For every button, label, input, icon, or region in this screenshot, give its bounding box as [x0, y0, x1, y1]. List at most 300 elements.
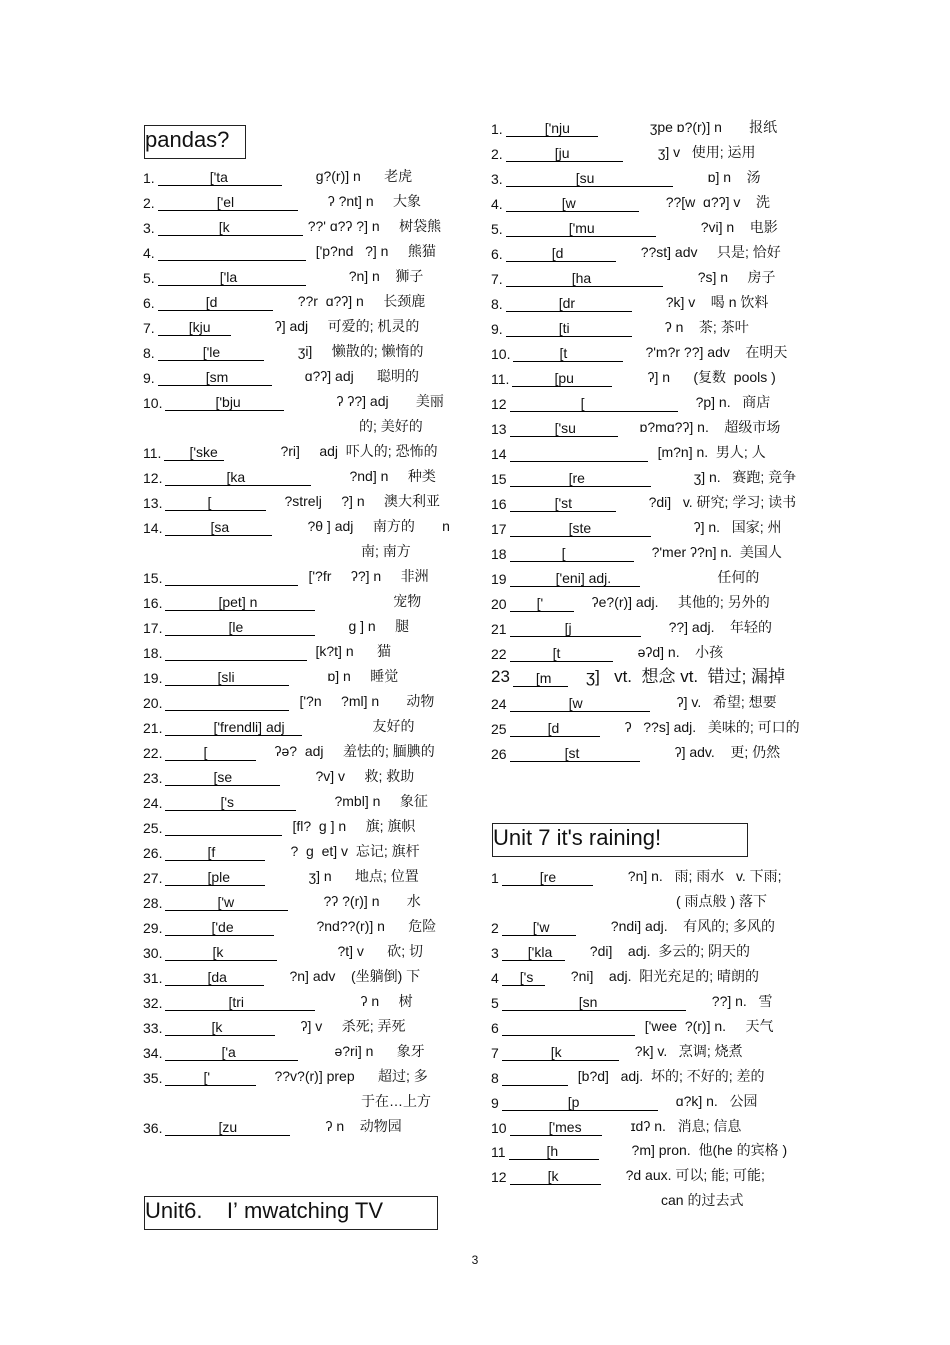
- phonetic-and-definition: ??' ɑ?ʔ ?] n 树袋熊: [307, 218, 442, 234]
- phonetic-and-definition: ?k] v. 烹调; 烧煮: [634, 1043, 743, 1059]
- item-number: 12: [491, 1169, 507, 1185]
- left-vocab-row: [143, 466, 436, 486]
- phonetic-and-definition: ɪdʔ n. 消息; 信息: [630, 1118, 742, 1134]
- section-title-unit6: Unit6. I’ mwatching TV: [144, 1196, 438, 1230]
- left-vocab-row: [143, 941, 423, 961]
- right-vocab-row: [491, 667, 785, 687]
- answer-blank[interactable]: [sn: [502, 994, 686, 1011]
- phonetic-and-definition: ʔ] v. 希望; 想要: [676, 694, 777, 710]
- unit7-vocab-row: [491, 916, 775, 936]
- item-number: 27.: [143, 870, 163, 886]
- answer-blank[interactable]: [j: [510, 620, 641, 637]
- answer-blank[interactable]: [w: [510, 695, 650, 712]
- answer-blank[interactable]: [ka: [165, 469, 311, 486]
- phonetic-and-definition: ʔ] adv. 更; 仍然: [674, 744, 781, 760]
- item-number: 4.: [143, 245, 155, 261]
- phonetic-and-definition: ?s] n 房子: [697, 269, 776, 285]
- answer-blank[interactable]: ['nju: [506, 120, 598, 137]
- right-vocab-row: [491, 592, 770, 612]
- answer-blank[interactable]: [': [510, 595, 574, 612]
- answer-blank[interactable]: [m: [513, 670, 568, 687]
- answer-blank[interactable]: [re: [502, 869, 593, 886]
- item-number: 18: [491, 546, 507, 562]
- answer-blank[interactable]: ['de: [165, 919, 274, 936]
- left-vocab-row: [143, 966, 420, 986]
- left-vocab-row: [143, 1066, 428, 1086]
- item-number: 18.: [143, 645, 163, 661]
- answer-blank[interactable]: [h: [509, 1143, 599, 1160]
- phonetic-and-definition: ʒ] vt. 想念 vt. 错过; 漏掉: [585, 667, 786, 686]
- item-number: 16.: [143, 595, 163, 611]
- phonetic-and-definition: ?n] adv (坐躺倒) 下: [289, 968, 421, 984]
- phonetic-and-definition: ʔ n 树: [360, 993, 413, 1009]
- phonetic-and-definition: ɒ] n 睡觉: [327, 668, 399, 684]
- item-number: 10.: [143, 395, 163, 411]
- left-vocab-row: [143, 366, 419, 386]
- left-vocab-row: [143, 591, 421, 611]
- answer-blank[interactable]: [pet] n: [165, 594, 315, 611]
- answer-blank[interactable]: [ju: [506, 145, 623, 162]
- right-vocab-row: [491, 492, 796, 512]
- item-number: 2: [491, 920, 499, 936]
- right-vocab-row: [491, 342, 787, 362]
- item-number: 24: [491, 696, 507, 712]
- section-title-unit7: Unit 7 it's raining!: [492, 823, 748, 857]
- left-vocab-row: [143, 841, 420, 861]
- answer-blank[interactable]: [sa: [165, 519, 272, 536]
- item-number: 6: [491, 1020, 499, 1036]
- answer-blank[interactable]: [ti: [506, 320, 632, 337]
- definition-continuation: 于在…上方: [361, 1093, 431, 1109]
- answer-blank[interactable]: ['st: [510, 495, 616, 512]
- item-number: 1.: [491, 121, 503, 137]
- unit7-vocab-row: [491, 991, 773, 1011]
- phonetic-and-definition: ʔ ʔ?] adj 美丽: [336, 393, 444, 409]
- answer-blank[interactable]: [p: [502, 1094, 658, 1111]
- phonetic-and-definition: ['?n ?ml] n 动物: [299, 693, 435, 709]
- answer-blank[interactable]: [zu: [165, 1119, 290, 1136]
- answer-blank[interactable]: [tri: [165, 994, 315, 1011]
- item-number: 12.: [143, 470, 163, 486]
- item-number: 21.: [143, 720, 163, 736]
- phonetic-and-definition: ?strelj ?] n 澳大利亚: [284, 493, 441, 509]
- item-number: 9.: [491, 321, 503, 337]
- right-vocab-row: [491, 392, 770, 412]
- item-number: 9: [491, 1095, 499, 1111]
- answer-blank[interactable]: [d: [506, 245, 616, 262]
- answer-blank[interactable]: [f: [165, 844, 265, 861]
- unit7-vocab-row: [491, 891, 767, 911]
- right-vocab-row: [491, 142, 756, 162]
- answer-blank[interactable]: ['su: [510, 420, 618, 437]
- left-vocab-row: [143, 1091, 431, 1111]
- phonetic-and-definition: ?n] n 狮子: [348, 268, 424, 284]
- answer-blank[interactable]: [': [165, 1069, 256, 1086]
- item-number: 20: [491, 596, 507, 612]
- phonetic-and-definition: ['p?nd ?] n 熊猫: [315, 243, 436, 259]
- left-vocab-row: [143, 1016, 405, 1036]
- phonetic-and-definition: ?p] n. 商店: [695, 394, 771, 410]
- right-vocab-row: [491, 267, 776, 287]
- answer-blank[interactable]: ['s: [502, 969, 545, 986]
- answer-blank[interactable]: ['w: [502, 919, 576, 936]
- right-vocab-row: [491, 192, 770, 212]
- answer-blank[interactable]: [sli: [165, 669, 289, 686]
- unit7-vocab-row: [491, 1091, 758, 1111]
- answer-blank[interactable]: [165, 694, 289, 711]
- item-number: 7.: [143, 320, 155, 336]
- phonetic-and-definition: [b?d] adj. 坏的; 不好的; 差的: [577, 1068, 765, 1084]
- right-vocab-row: [491, 117, 777, 137]
- right-vocab-row: [491, 467, 796, 487]
- phonetic-and-definition: ['wee ?(r)] n. 天气: [644, 1018, 774, 1034]
- phonetic-and-definition: ??] adj. 年轻的: [668, 619, 773, 635]
- item-number: 26: [491, 746, 507, 762]
- phonetic-and-definition: ??r ɑ?ʔ] n 长颈鹿: [297, 293, 426, 309]
- item-number: 23.: [143, 770, 163, 786]
- phonetic-and-definition: ?m] pron. 他(he 的宾格 ): [631, 1142, 788, 1158]
- answer-blank[interactable]: [165, 819, 282, 836]
- answer-blank[interactable]: ['eni] adj.: [510, 570, 640, 587]
- phonetic-and-definition: ?'m?r ??] adv 在明天: [645, 344, 788, 360]
- phonetic-and-definition: ??[w ɑ?ʔ] v 洗: [665, 194, 770, 210]
- answer-blank[interactable]: [d: [158, 294, 273, 311]
- answer-blank[interactable]: ['s: [165, 794, 296, 811]
- answer-blank[interactable]: [se: [165, 769, 280, 786]
- answer-blank[interactable]: ['kla: [502, 944, 565, 961]
- item-number: 22.: [143, 745, 163, 761]
- left-vocab-row: [143, 916, 436, 936]
- left-vocab-row: [143, 666, 398, 686]
- unit7-vocab-row: [491, 1066, 765, 1086]
- phonetic-and-definition: ??] n. 雪: [711, 993, 773, 1009]
- item-number: 31.: [143, 970, 163, 986]
- item-number: 29.: [143, 920, 163, 936]
- item-number: 14.: [143, 520, 163, 536]
- answer-blank[interactable]: [d: [510, 720, 600, 737]
- unit7-vocab-row: [491, 866, 782, 886]
- phonetic-and-definition: ?t] v 砍; 切: [337, 943, 424, 959]
- item-number: 2.: [491, 146, 503, 162]
- answer-blank[interactable]: [t: [513, 345, 623, 362]
- answer-blank[interactable]: [165, 644, 307, 661]
- left-vocab-row: [143, 241, 436, 261]
- right-vocab-row: [491, 217, 778, 237]
- answer-blank[interactable]: [158, 244, 306, 261]
- item-number: 9.: [143, 370, 155, 386]
- item-number: 7: [491, 1045, 499, 1061]
- right-vocab-row: [491, 717, 800, 737]
- left-vocab-row: [143, 766, 414, 786]
- answer-blank[interactable]: [le: [165, 619, 315, 636]
- answer-blank[interactable]: [pu: [512, 370, 612, 387]
- answer-blank[interactable]: [510, 445, 648, 462]
- item-number: 1: [491, 870, 499, 886]
- left-vocab-row: [143, 191, 421, 211]
- phonetic-and-definition: ?ʔ ?(r)] n 水: [323, 893, 421, 909]
- left-vocab-row: [143, 341, 424, 361]
- item-number: 26.: [143, 845, 163, 861]
- item-number: 20.: [143, 695, 163, 711]
- answer-blank[interactable]: [da: [165, 969, 264, 986]
- phonetic-and-definition: ə?ri] n 象牙: [334, 1043, 425, 1059]
- left-vocab-row: [143, 816, 415, 836]
- left-vocab-row: [143, 416, 423, 436]
- right-vocab-row: [491, 417, 780, 437]
- unit7-vocab-row: [491, 1041, 743, 1061]
- phonetic-and-definition: ɑ?ʔ] adj 聪明的: [304, 368, 420, 384]
- right-vocab-row: [491, 542, 782, 562]
- answer-blank[interactable]: [k: [502, 1044, 619, 1061]
- answer-blank[interactable]: [kju: [158, 319, 231, 336]
- definition-continuation: ( 雨点般 ) 落下: [676, 893, 767, 909]
- phonetic-and-definition: ɒ?mɑ?ʔ] n. 超级市场: [639, 419, 781, 435]
- unit7-vocab-row: [491, 1140, 787, 1160]
- phonetic-and-definition: ?v] v 救; 救助: [315, 768, 415, 784]
- phonetic-and-definition: [fl? ɡ ] n 旗; 旗帜: [292, 818, 416, 834]
- phonetic-and-definition: ?θ ] adj 南方的 n: [307, 518, 450, 534]
- right-vocab-row: [491, 292, 768, 312]
- left-vocab-row: [143, 491, 440, 511]
- phonetic-and-definition: ?d aux. 可以; 能; 可能;: [625, 1167, 765, 1183]
- item-number: 24.: [143, 795, 163, 811]
- right-vocab-row: [491, 442, 766, 462]
- right-vocab-row: [491, 742, 780, 762]
- phonetic-and-definition: ?di] v. 研究; 学习; 读书: [648, 494, 797, 510]
- right-vocab-row: [491, 692, 777, 712]
- phonetic-and-definition: ʒ] n. 赛跑; 竞争: [693, 469, 797, 485]
- answer-blank[interactable]: ['ta: [158, 169, 282, 186]
- right-vocab-row: [491, 617, 772, 637]
- phonetic-and-definition: 友好的: [302, 718, 415, 734]
- unit7-vocab-row: [491, 941, 750, 961]
- phonetic-and-definition: ʔ] n (复数 pools ): [647, 369, 776, 385]
- item-number: 6.: [143, 295, 155, 311]
- left-vocab-row: [143, 616, 409, 636]
- answer-blank[interactable]: [k: [165, 1019, 275, 1036]
- phonetic-and-definition: ʔ n 茶; 茶叶: [664, 319, 749, 335]
- phonetic-and-definition: ɡ?(r)] n 老虎: [315, 168, 413, 184]
- left-vocab-row: [143, 991, 413, 1011]
- item-number: 11.: [143, 445, 162, 461]
- phonetic-and-definition: ?di] adj. 多云的; 阴天的: [589, 943, 751, 959]
- item-number: 6.: [491, 246, 503, 262]
- answer-blank[interactable]: [: [510, 545, 634, 562]
- unit7-vocab-row: [491, 1190, 743, 1210]
- item-number: 14: [491, 446, 507, 462]
- phonetic-and-definition: ?n] n. 雨; 雨水 v. 下雨;: [627, 868, 782, 884]
- left-vocab-row: [143, 866, 419, 886]
- item-number: 13: [491, 421, 507, 437]
- phonetic-and-definition: ʔə? adj 羞怯的; 腼腆的: [274, 743, 435, 759]
- answer-blank[interactable]: [w: [506, 195, 639, 212]
- phonetic-and-definition: ʔ] v 杀死; 弄死: [300, 1018, 406, 1034]
- item-number: 19: [491, 571, 507, 587]
- answer-blank[interactable]: [re: [510, 470, 651, 487]
- phonetic-and-definition: ʔ ??s] adj. 美味的; 可口的: [624, 719, 800, 735]
- item-number: 23: [491, 667, 510, 686]
- item-number: 17: [491, 521, 507, 537]
- phonetic-and-definition: ɡ ] n 腿: [348, 618, 410, 634]
- item-number: 8: [491, 1070, 499, 1086]
- left-vocab-row: [143, 541, 411, 561]
- phonetic-and-definition: ʒi] 懒散的; 懒惰的: [297, 343, 424, 359]
- item-number: 19.: [143, 670, 163, 686]
- right-vocab-row: [491, 242, 781, 262]
- answer-blank[interactable]: [su: [506, 170, 673, 187]
- item-number: 12: [491, 396, 507, 412]
- answer-blank[interactable]: ['la: [158, 269, 306, 286]
- item-number: 22: [491, 646, 507, 662]
- phonetic-and-definition: ʔ] n. 国家; 州: [693, 519, 782, 535]
- phonetic-and-definition: ɒ] n 汤: [707, 169, 761, 185]
- phonetic-and-definition: ʒ] n 地点; 位置: [308, 868, 419, 884]
- item-number: 32.: [143, 995, 163, 1011]
- item-number: 21: [491, 621, 507, 637]
- item-number: 15: [491, 471, 507, 487]
- phonetic-and-definition: ?mbl] n 象征: [334, 793, 428, 809]
- phonetic-and-definition: 宠物: [315, 593, 422, 609]
- answer-blank[interactable]: [: [165, 494, 266, 511]
- left-vocab-row: [143, 316, 419, 336]
- left-vocab-row: [143, 741, 435, 761]
- page-number: 3: [471, 1253, 479, 1267]
- answer-blank[interactable]: [sm: [158, 369, 272, 386]
- item-number: 35.: [143, 1070, 163, 1086]
- phonetic-and-definition: ʒpe ɒ?(r)] n 报纸: [649, 119, 778, 135]
- left-vocab-row: [143, 566, 429, 586]
- left-vocab-row: [143, 1041, 425, 1061]
- phonetic-and-definition: ?vi] n 电影: [700, 219, 778, 235]
- answer-blank[interactable]: [: [165, 744, 256, 761]
- phonetic-and-definition: ?'mer ʔ?n] n. 美国人: [651, 544, 782, 560]
- item-number: 34.: [143, 1045, 163, 1061]
- phonetic-and-definition: 任何的: [639, 569, 760, 585]
- item-number: 7.: [491, 271, 503, 287]
- answer-blank[interactable]: [dr: [506, 295, 632, 312]
- item-number: 15.: [143, 570, 163, 586]
- item-number: 11: [491, 1144, 506, 1160]
- section-title-pandas: pandas?: [144, 125, 246, 159]
- right-vocab-row: [491, 567, 759, 587]
- phonetic-and-definition: ?ndi] adj. 有风的; 多风的: [610, 918, 775, 934]
- answer-blank[interactable]: [ste: [510, 520, 651, 537]
- right-vocab-row: [491, 367, 776, 387]
- answer-blank[interactable]: [t: [510, 645, 613, 662]
- item-number: 33.: [143, 1020, 163, 1036]
- left-vocab-row: [143, 291, 425, 311]
- phonetic-and-definition: ʔ] adj 可爱的; 机灵的: [274, 318, 420, 334]
- phonetic-and-definition: ɑ?k] n. 公园: [675, 1093, 758, 1109]
- phonetic-and-definition: ʔe?(r)] adj. 其他的; 另外的: [591, 594, 770, 610]
- answer-blank[interactable]: [k: [510, 1168, 601, 1185]
- left-vocab-row: [143, 441, 438, 461]
- phonetic-and-definition: ?k] v 喝 n 饮料: [665, 294, 769, 310]
- phonetic-and-definition: [k?t] n 猫: [315, 643, 391, 659]
- item-number: 17.: [143, 620, 163, 636]
- item-number: 1.: [143, 170, 155, 186]
- item-number: 10.: [491, 346, 511, 362]
- answer-blank[interactable]: [k: [165, 944, 277, 961]
- item-number: 30.: [143, 945, 163, 961]
- phonetic-and-definition: ??st] adv 只是; 恰好: [640, 244, 781, 260]
- phonetic-and-definition: ʔ n 动物园: [325, 1118, 402, 1134]
- unit7-vocab-row: [491, 1165, 765, 1185]
- answer-blank[interactable]: [502, 1069, 568, 1086]
- item-number: 5.: [491, 221, 503, 237]
- answer-blank[interactable]: ['bju: [165, 394, 284, 411]
- answer-blank[interactable]: ['a: [165, 1044, 298, 1061]
- right-vocab-row: [491, 517, 781, 537]
- item-number: 3.: [491, 171, 503, 187]
- answer-blank[interactable]: [ha: [506, 270, 663, 287]
- answer-blank[interactable]: ['mu: [506, 220, 656, 237]
- right-vocab-row: [491, 642, 723, 662]
- answer-blank[interactable]: [165, 569, 298, 586]
- item-number: 5: [491, 995, 499, 1011]
- right-vocab-row: [491, 167, 761, 187]
- item-number: 5.: [143, 270, 155, 286]
- item-number: 16: [491, 496, 507, 512]
- item-number: 4.: [491, 196, 503, 212]
- left-vocab-row: [143, 391, 444, 411]
- left-vocab-row: [143, 641, 391, 661]
- answer-blank[interactable]: [: [510, 395, 678, 412]
- unit7-vocab-row: [491, 1016, 774, 1036]
- definition-continuation: 南; 南方: [361, 543, 411, 559]
- item-number: 25.: [143, 820, 163, 836]
- answer-blank[interactable]: ['le: [158, 344, 264, 361]
- unit7-vocab-row: [491, 1116, 741, 1136]
- answer-blank[interactable]: [502, 1019, 635, 1036]
- item-number: 3.: [143, 220, 155, 236]
- phonetic-and-definition: əʔd] n. 小孩: [637, 644, 724, 660]
- definition-continuation: can 的过去式: [661, 1192, 744, 1208]
- phonetic-and-definition: ?nd] n 种类: [349, 468, 436, 484]
- phonetic-and-definition: ??v?(r)] prep 超过; 多: [274, 1068, 428, 1084]
- left-vocab-row: [143, 691, 434, 711]
- definition-continuation: 的; 美好的: [359, 418, 423, 434]
- phonetic-and-definition: ?nd??(r)] n 危险: [316, 918, 437, 934]
- answer-blank[interactable]: ['ske: [164, 444, 224, 461]
- answer-blank[interactable]: [k: [158, 219, 303, 236]
- phonetic-and-definition: ʔ ?nt] n 大象: [327, 193, 422, 209]
- item-number: 10: [491, 1120, 507, 1136]
- phonetic-and-definition: ['?fr ʔ?] n 非洲: [308, 568, 429, 584]
- item-number: 4: [491, 970, 499, 986]
- answer-blank[interactable]: [ple: [165, 869, 265, 886]
- left-vocab-row: [143, 266, 423, 286]
- phonetic-and-definition: ?ri] adj 吓人的; 恐怖的: [280, 443, 438, 459]
- item-number: 8.: [143, 345, 155, 361]
- left-vocab-row: [143, 791, 428, 811]
- phonetic-and-definition: ʒ] v 使用; 运用: [657, 144, 756, 160]
- item-number: 25: [491, 721, 507, 737]
- item-number: 11.: [491, 371, 510, 387]
- left-vocab-row: [143, 891, 421, 911]
- answer-blank[interactable]: ['frendli] adj: [165, 719, 302, 736]
- item-number: 36.: [143, 1120, 163, 1136]
- answer-blank[interactable]: ['el: [158, 194, 298, 211]
- left-vocab-row: [143, 716, 414, 736]
- right-vocab-row: [491, 317, 749, 337]
- answer-blank[interactable]: ['w: [165, 894, 288, 911]
- item-number: 28.: [143, 895, 163, 911]
- item-number: 8.: [491, 296, 503, 312]
- answer-blank[interactable]: ['mes: [510, 1119, 602, 1136]
- answer-blank[interactable]: [st: [510, 745, 640, 762]
- phonetic-and-definition: [m?n] n. 男人; 人: [657, 444, 766, 460]
